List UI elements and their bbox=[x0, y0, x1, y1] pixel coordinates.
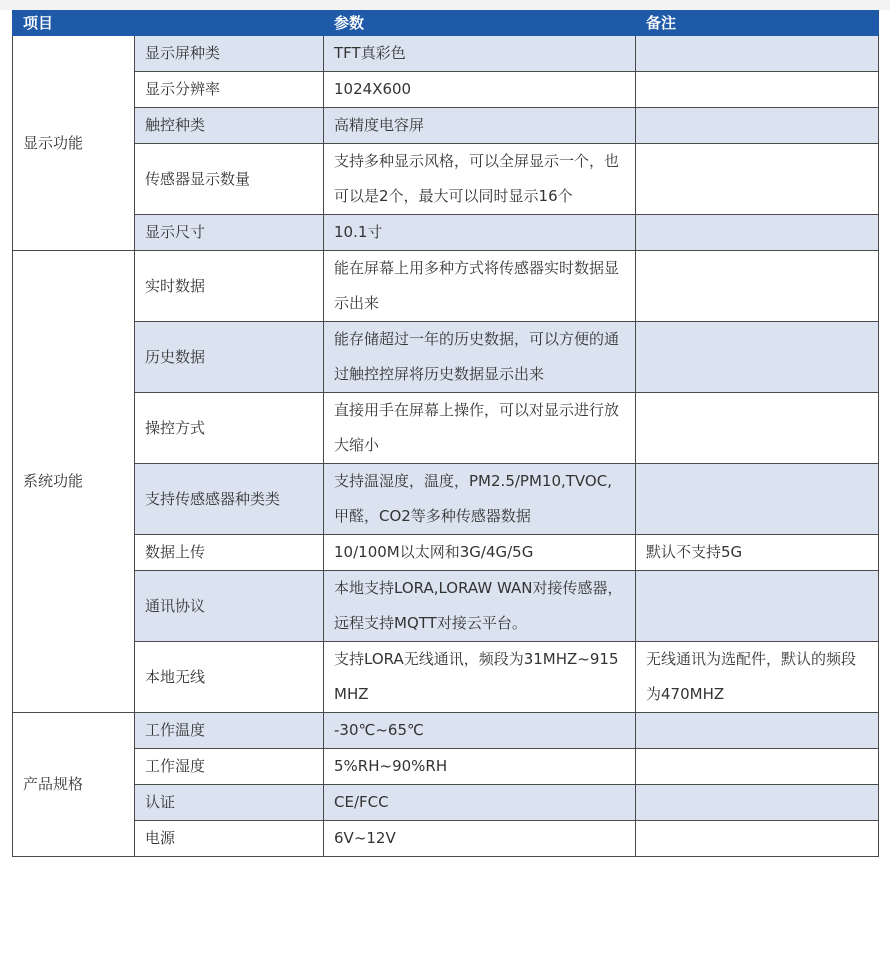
param-cell: -30℃~65℃ bbox=[324, 713, 636, 749]
note-cell bbox=[636, 251, 879, 322]
table-row bbox=[13, 785, 879, 821]
param-cell: CE/FCC bbox=[324, 785, 636, 821]
note-cell bbox=[636, 749, 879, 785]
item-cell: 通讯协议 bbox=[135, 571, 324, 642]
table-row bbox=[13, 821, 879, 857]
header-item: 项目 bbox=[13, 11, 324, 36]
group-cell: 系统功能 bbox=[13, 251, 135, 713]
table-row bbox=[13, 642, 879, 713]
note-cell bbox=[636, 108, 879, 144]
table-row bbox=[13, 535, 879, 571]
header-param: 参数 bbox=[324, 11, 636, 36]
item-cell: 实时数据 bbox=[135, 251, 324, 322]
param-cell: 5%RH~90%RH bbox=[324, 749, 636, 785]
note-cell bbox=[636, 144, 879, 215]
item-cell: 显示尺寸 bbox=[135, 215, 324, 251]
note-cell: 默认不支持5G bbox=[636, 535, 879, 571]
note-cell bbox=[636, 821, 879, 857]
group-cell: 显示功能 bbox=[13, 36, 135, 251]
item-cell: 显示屏种类 bbox=[135, 36, 324, 72]
param-cell: 支持LORA无线通讯，频段为31MHZ~915MHZ bbox=[324, 642, 636, 713]
group-cell: 产品规格 bbox=[13, 713, 135, 857]
item-cell: 电源 bbox=[135, 821, 324, 857]
table-row bbox=[13, 749, 879, 785]
table-row bbox=[13, 393, 879, 464]
table-row bbox=[13, 144, 879, 215]
spec-table bbox=[12, 10, 879, 857]
table-row bbox=[13, 322, 879, 393]
item-cell: 认证 bbox=[135, 785, 324, 821]
param-cell: 10.1寸 bbox=[324, 215, 636, 251]
param-cell: 能存储超过一年的历史数据，可以方便的通过触控控屏将历史数据显示出来 bbox=[324, 322, 636, 393]
table-header-row bbox=[13, 11, 879, 36]
table-row bbox=[13, 215, 879, 251]
item-cell: 操控方式 bbox=[135, 393, 324, 464]
note-cell bbox=[636, 36, 879, 72]
item-cell: 数据上传 bbox=[135, 535, 324, 571]
top-strip bbox=[0, 0, 890, 10]
table-row bbox=[13, 72, 879, 108]
note-cell bbox=[636, 713, 879, 749]
note-cell bbox=[636, 571, 879, 642]
param-cell: 能在屏幕上用多种方式将传感器实时数据显示出来 bbox=[324, 251, 636, 322]
param-cell: 支持多种显示风格，可以全屏显示一个，也可以是2个，最大可以同时显示16个 bbox=[324, 144, 636, 215]
param-cell: 支持温湿度，温度，PM2.5/PM10,TVOC,甲醛，CO2等多种传感器数据 bbox=[324, 464, 636, 535]
param-line: 远程支持MQTT对接云平台。 bbox=[334, 614, 527, 632]
item-cell: 显示分辨率 bbox=[135, 72, 324, 108]
note-cell bbox=[636, 785, 879, 821]
table-row bbox=[13, 251, 879, 322]
item-cell: 工作温度 bbox=[135, 713, 324, 749]
item-cell: 支持传感感器种类类 bbox=[135, 464, 324, 535]
table-row bbox=[13, 108, 879, 144]
table-row bbox=[13, 713, 879, 749]
param-cell: 1024X600 bbox=[324, 72, 636, 108]
param-cell bbox=[324, 571, 636, 642]
table-row bbox=[13, 464, 879, 535]
param-cell: 10/100M以太网和3G/4G/5G bbox=[324, 535, 636, 571]
header-note: 备注 bbox=[636, 11, 879, 36]
note-cell bbox=[636, 393, 879, 464]
note-cell bbox=[636, 322, 879, 393]
note-cell bbox=[636, 72, 879, 108]
table-row bbox=[13, 36, 879, 72]
param-cell: 直接用手在屏幕上操作，可以对显示进行放大缩小 bbox=[324, 393, 636, 464]
item-cell: 工作湿度 bbox=[135, 749, 324, 785]
item-cell: 传感器显示数量 bbox=[135, 144, 324, 215]
param-cell: 高精度电容屏 bbox=[324, 108, 636, 144]
item-cell: 触控种类 bbox=[135, 108, 324, 144]
item-cell: 本地无线 bbox=[135, 642, 324, 713]
param-line: 本地支持LORA,LORAW WAN对接传感器， bbox=[334, 579, 623, 597]
param-cell: 6V~12V bbox=[324, 821, 636, 857]
note-cell: 无线通讯为选配件，默认的频段为470MHZ bbox=[636, 642, 879, 713]
note-cell bbox=[636, 215, 879, 251]
param-cell: TFT真彩色 bbox=[324, 36, 636, 72]
item-cell: 历史数据 bbox=[135, 322, 324, 393]
bottom-margin bbox=[0, 965, 890, 973]
table-row bbox=[13, 571, 879, 642]
note-cell bbox=[636, 464, 879, 535]
